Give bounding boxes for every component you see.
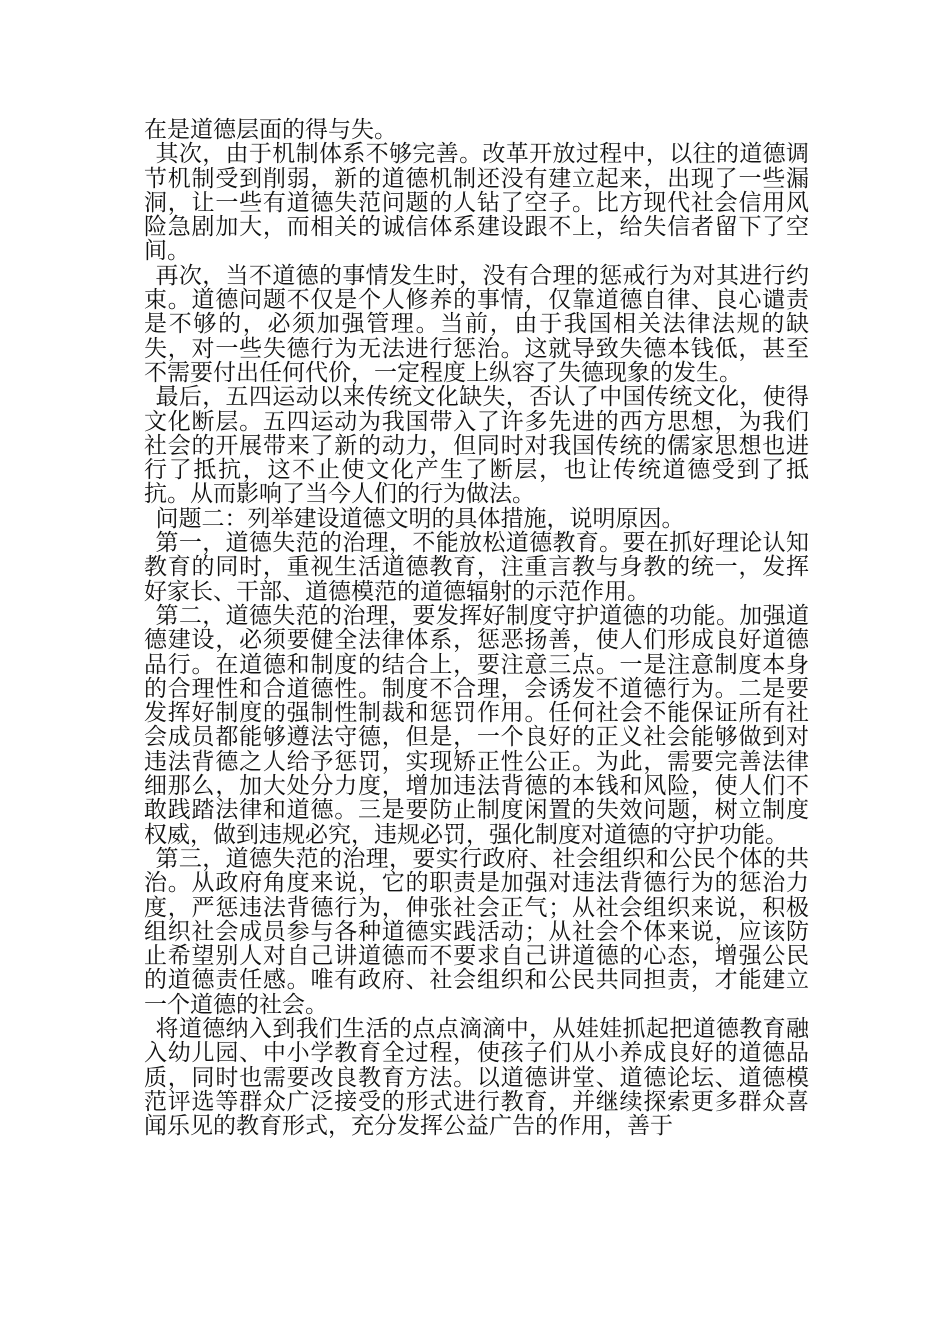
paragraph-continuation: 在是道德层面的得与失。 (144, 117, 397, 143)
document-body (144, 118, 809, 1138)
paragraph-education: 将道德纳入到我们生活的点点滴滴中，从娃娃抓起把道德教育融入幼儿园、中小学教育全过程，使孩子们从小养成良好的道德品质，同时也需要改良教育方法。以道德讲堂、道德论坛、道德模范评选等群众广泛接受的形式进行教育，并继续探索更多群众喜闻乐见的教育形式，充分发挥公益广告的作用，善于 (144, 1015, 809, 1140)
paragraph-third-reason: 再次，当不道德的事情发生时，没有合理的惩戒行为对其进行约束。道德问题不仅是个人修养的事情，仅靠道德自律、良心谴责是不够的，必须加强管理。当前，由于我国相关法律法规的缺失，对一些失德行为无法进行惩治。这就导致失德本钱低，甚至不需要付出任何代价，一定程度上纵容了失德现象的发生。 (144, 262, 809, 386)
paragraph-measure-two: 第二，道德失范的治理，要发挥好制度守护道德的功能。加强道德建设，必须要健全法律体系，惩恶扬善，使人们形成良好道德品行。在道德和制度的结合上，要注意三点。一是注意制度本身的合理性和合道德性。制度不合理，会诱发不道德行为。二是要发挥好制度的强制性制裁和惩罚作用。任何社会不能保证所有社会成员都能够遵法守德，但是，一个良好的正义社会能够做到对违法背德之人给予惩罚，实现矫正性公正。为此，需要完善法律细那么，加大处分力度，增加违法背德的本钱和风险，使人们不敢践踏法律和道德。三是要防止制度闲置的失效问题，树立制度权威，做到违规必究，违规必罚，强化制度对道德的守护功能。 (144, 602, 809, 848)
paragraph-second-reason: 其次，由于机制体系不够完善。改革开放过程中，以往的道德调节机制受到削弱，新的道德机制还没有建立起来，出现了一些漏洞，让一些有道德失范问题的人钻了空子。比方现代社会信用风险急剧加大，而相关的诚信体系建设跟不上，给失信者留下了空间。 (144, 141, 809, 265)
paragraph-measure-one: 第一，道德失范的治理，不能放松道德教育。要在抓好理论认知教育的同时，重视生活道德教育，注重言教与身教的统一，发挥好家长、干部、道德模范的道德辐射的示范作用。 (144, 530, 809, 605)
question-two-heading: 问题二：列举建设道德文明的具体措施，说明原因。 (155, 505, 685, 532)
paragraph-last-reason: 最后，五四运动以来传统文化缺失，否认了中国传统文化，使得文化断层。五四运动为我国带入了许多先进的西方思想，为我们社会的开展带来了新的动力，但同时对我国传统的儒家思想也进行了抵抗，这不止使文化产生了断层，也让传统道德受到了抵抗。从而影响了当今人们的行为做法。 (144, 384, 809, 508)
paragraph-measure-three: 第三，道德失范的治理，要实行政府、社会组织和公民个体的共治。从政府角度来说，它的职责是加强对违法背德行为的惩治力度，严惩违法背德行为，伸张社会正气；从社会组织来说，积极组织社会成员参与各种道德实践活动；从社会个体来说，应该防止希望别人对自己讲道德而不要求自己讲道德的心态，增强公民的道德责任感。唯有政府、社会组织和公民共同担责，才能建立一个道德的社会。 (144, 845, 809, 1018)
